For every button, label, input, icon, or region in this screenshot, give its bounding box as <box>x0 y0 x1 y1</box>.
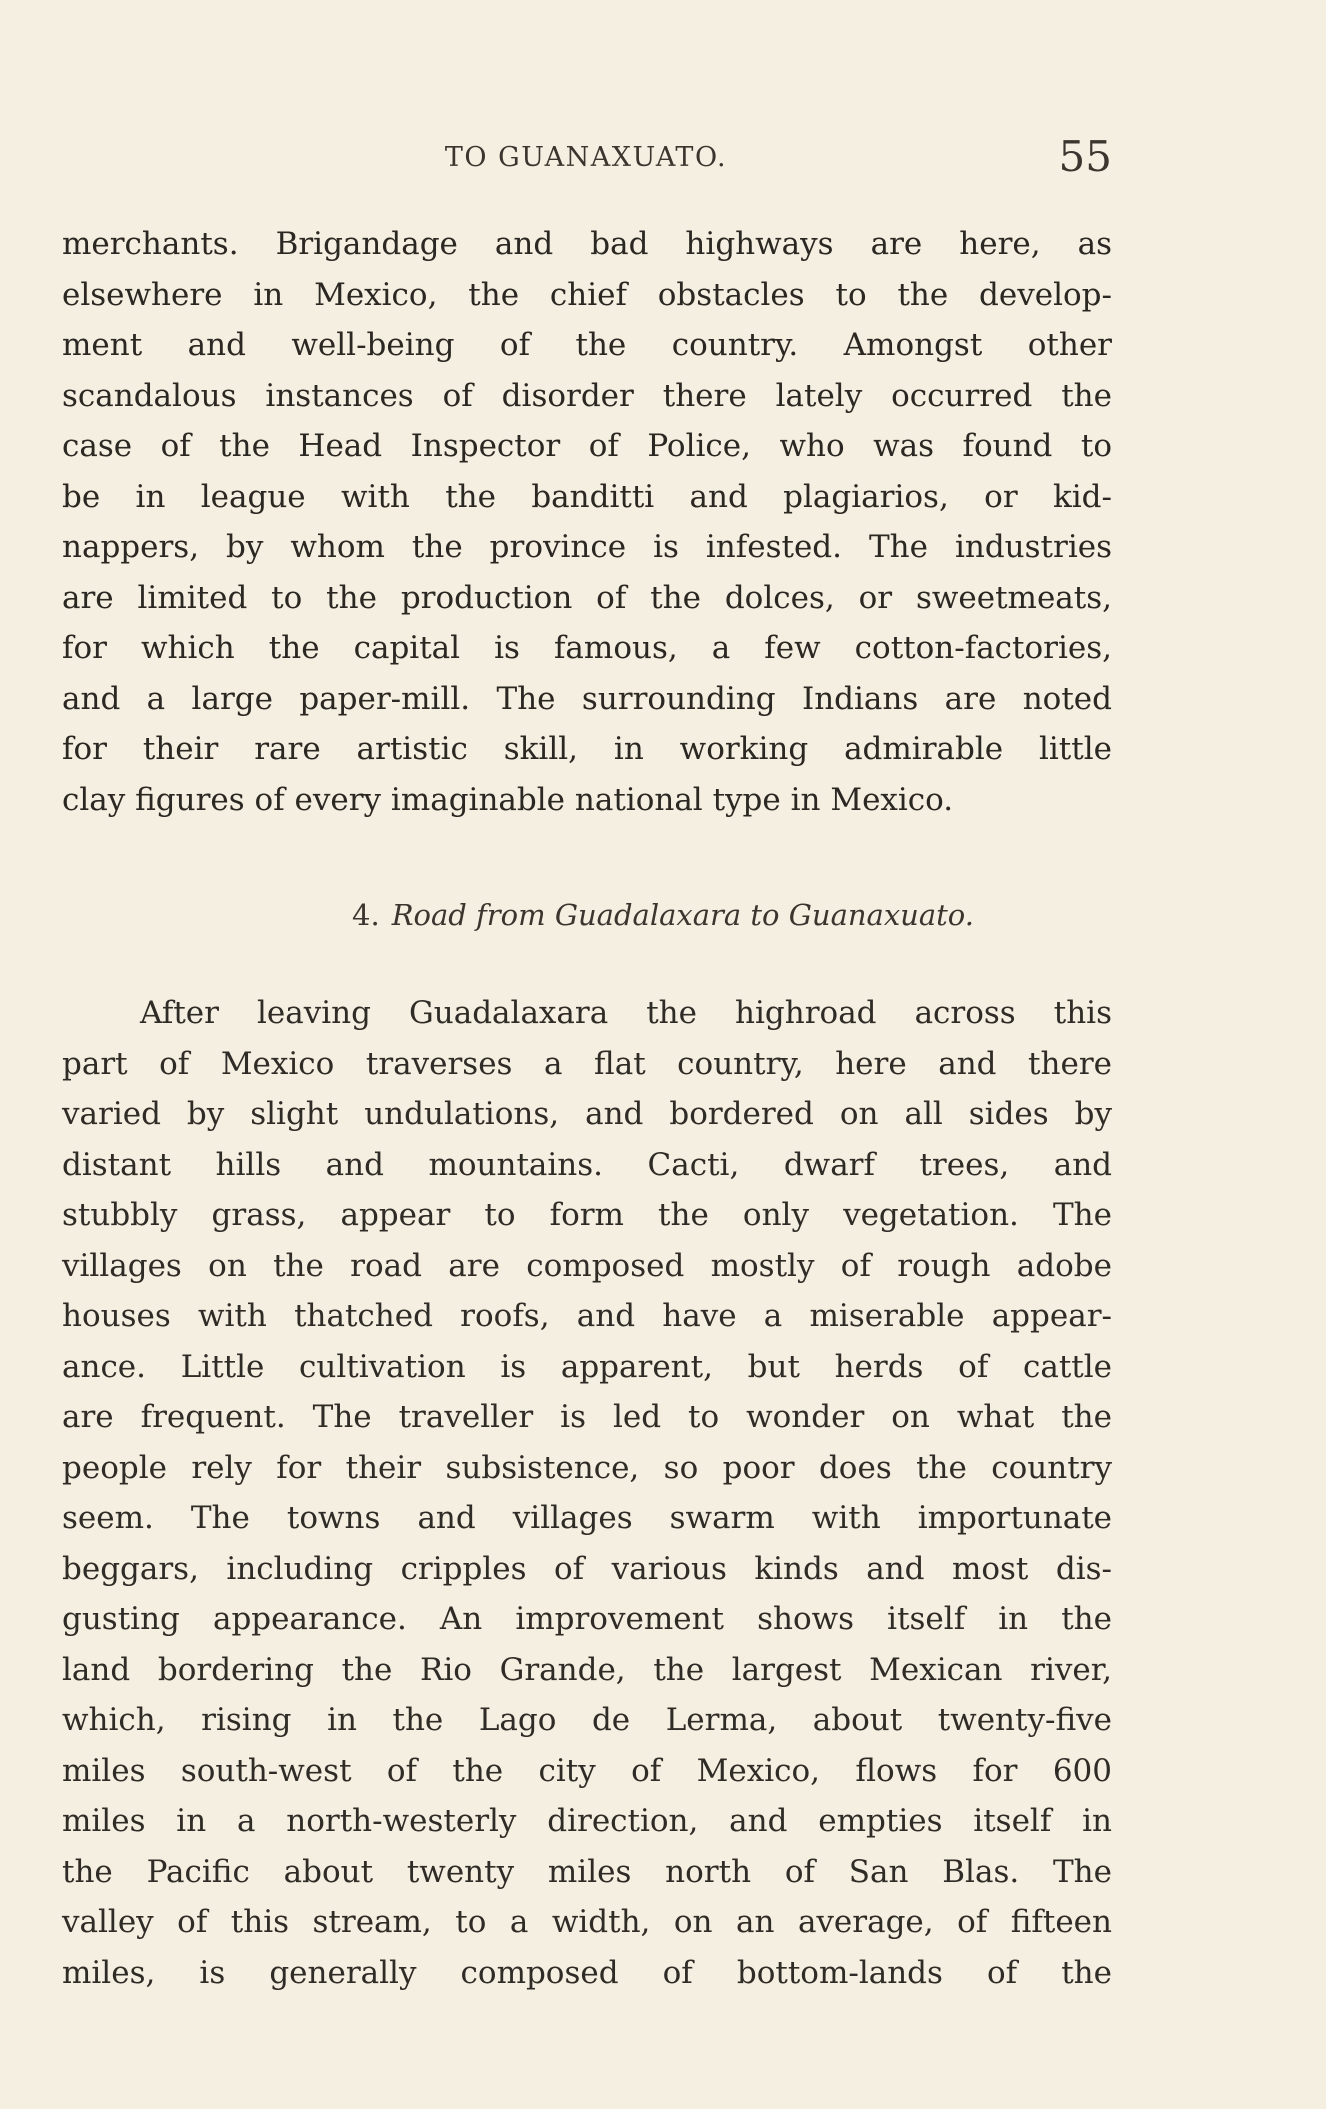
text-line: gusting appearance. An improvement shows itself in the <box>62 1601 1112 1637</box>
text-line: and a large paper-mill. The surrounding Indians are noted <box>62 680 1112 717</box>
section-title: Road from Guadalaxara to Guanaxuato. <box>391 898 974 932</box>
text-line: varied by slight undulations, and bordered on all sides by <box>62 1096 1112 1132</box>
text-line: miles, is generally composed of bottom-lands of the <box>62 1954 1112 1991</box>
section-number: 4. <box>352 898 380 932</box>
text-line: people rely for their subsistence, so poor does the country <box>62 1449 1112 1486</box>
text-line: ance. Little cultivation is apparent, but herds of cattle <box>62 1348 1112 1385</box>
text-line: seem. The towns and villages swarm with importunate <box>62 1500 1112 1536</box>
text-line: which, rising in the Lago de Lerma, about twenty-five <box>62 1702 1112 1738</box>
page-number: 55 <box>1058 132 1112 181</box>
text-line: nappers, by whom the province is infested. The industries <box>62 529 1112 565</box>
text-line: ment and well-being of the country. Amongst other <box>62 327 1112 363</box>
text-line: for which the capital is famous, a few cotton-factories, <box>62 630 1112 666</box>
text-line: case of the Head Inspector of Police, who was found to <box>62 428 1112 464</box>
paragraph-road <box>62 988 1112 1998</box>
text-line: are limited to the production of the dolces, or sweetmeats, <box>62 579 1112 616</box>
text-line: stubbly grass, appear to form the only vegetation. The <box>62 1197 1112 1233</box>
text-line: part of Mexico traverses a flat country, here and there <box>62 1045 1112 1082</box>
text-line: the Pacific about twenty miles north of San Blas. The <box>62 1853 1112 1890</box>
text-line: valley of this stream, to a width, on an average, of fifteen <box>62 1904 1112 1940</box>
text-line: be in league with the banditti and plagiarios, or kid- <box>62 478 1112 515</box>
text-line: houses with thatched roofs, and have a miserable appear- <box>62 1298 1112 1334</box>
text-line: After leaving Guadalaxara the highroad across this <box>140 995 1112 1031</box>
text-line: beggars, including cripples of various kinds and most dis- <box>62 1550 1112 1587</box>
text-line: merchants. Brigandage and bad highways are here, as <box>62 226 1112 262</box>
text-line: miles in a north-westerly direction, and empties itself in <box>62 1803 1112 1839</box>
text-line: miles south-west of the city of Mexico, flows for 600 <box>62 1752 1112 1789</box>
text-line: distant hills and mountains. Cacti, dwarf trees, and <box>62 1146 1112 1183</box>
running-title: TO GUANAXUATO. <box>444 142 728 173</box>
text-line: scandalous instances of disorder there lately occurred the <box>62 377 1112 414</box>
paragraph-merchants <box>62 219 1112 825</box>
text-line: are frequent. The traveller is led to wonder on what the <box>62 1399 1112 1435</box>
section-heading <box>0 890 1326 940</box>
text-line: for their rare artistic skill, in working admirable little <box>62 731 1112 767</box>
text-line: clay figures of every imaginable national type in Mexico. <box>62 781 954 818</box>
running-head <box>60 132 1112 182</box>
text-line: elsewhere in Mexico, the chief obstacles to the develop- <box>62 276 1112 313</box>
text-line: land bordering the Rio Grande, the largest Mexican river, <box>62 1651 1112 1688</box>
text-line: villages on the road are composed mostly of rough adobe <box>62 1247 1112 1284</box>
